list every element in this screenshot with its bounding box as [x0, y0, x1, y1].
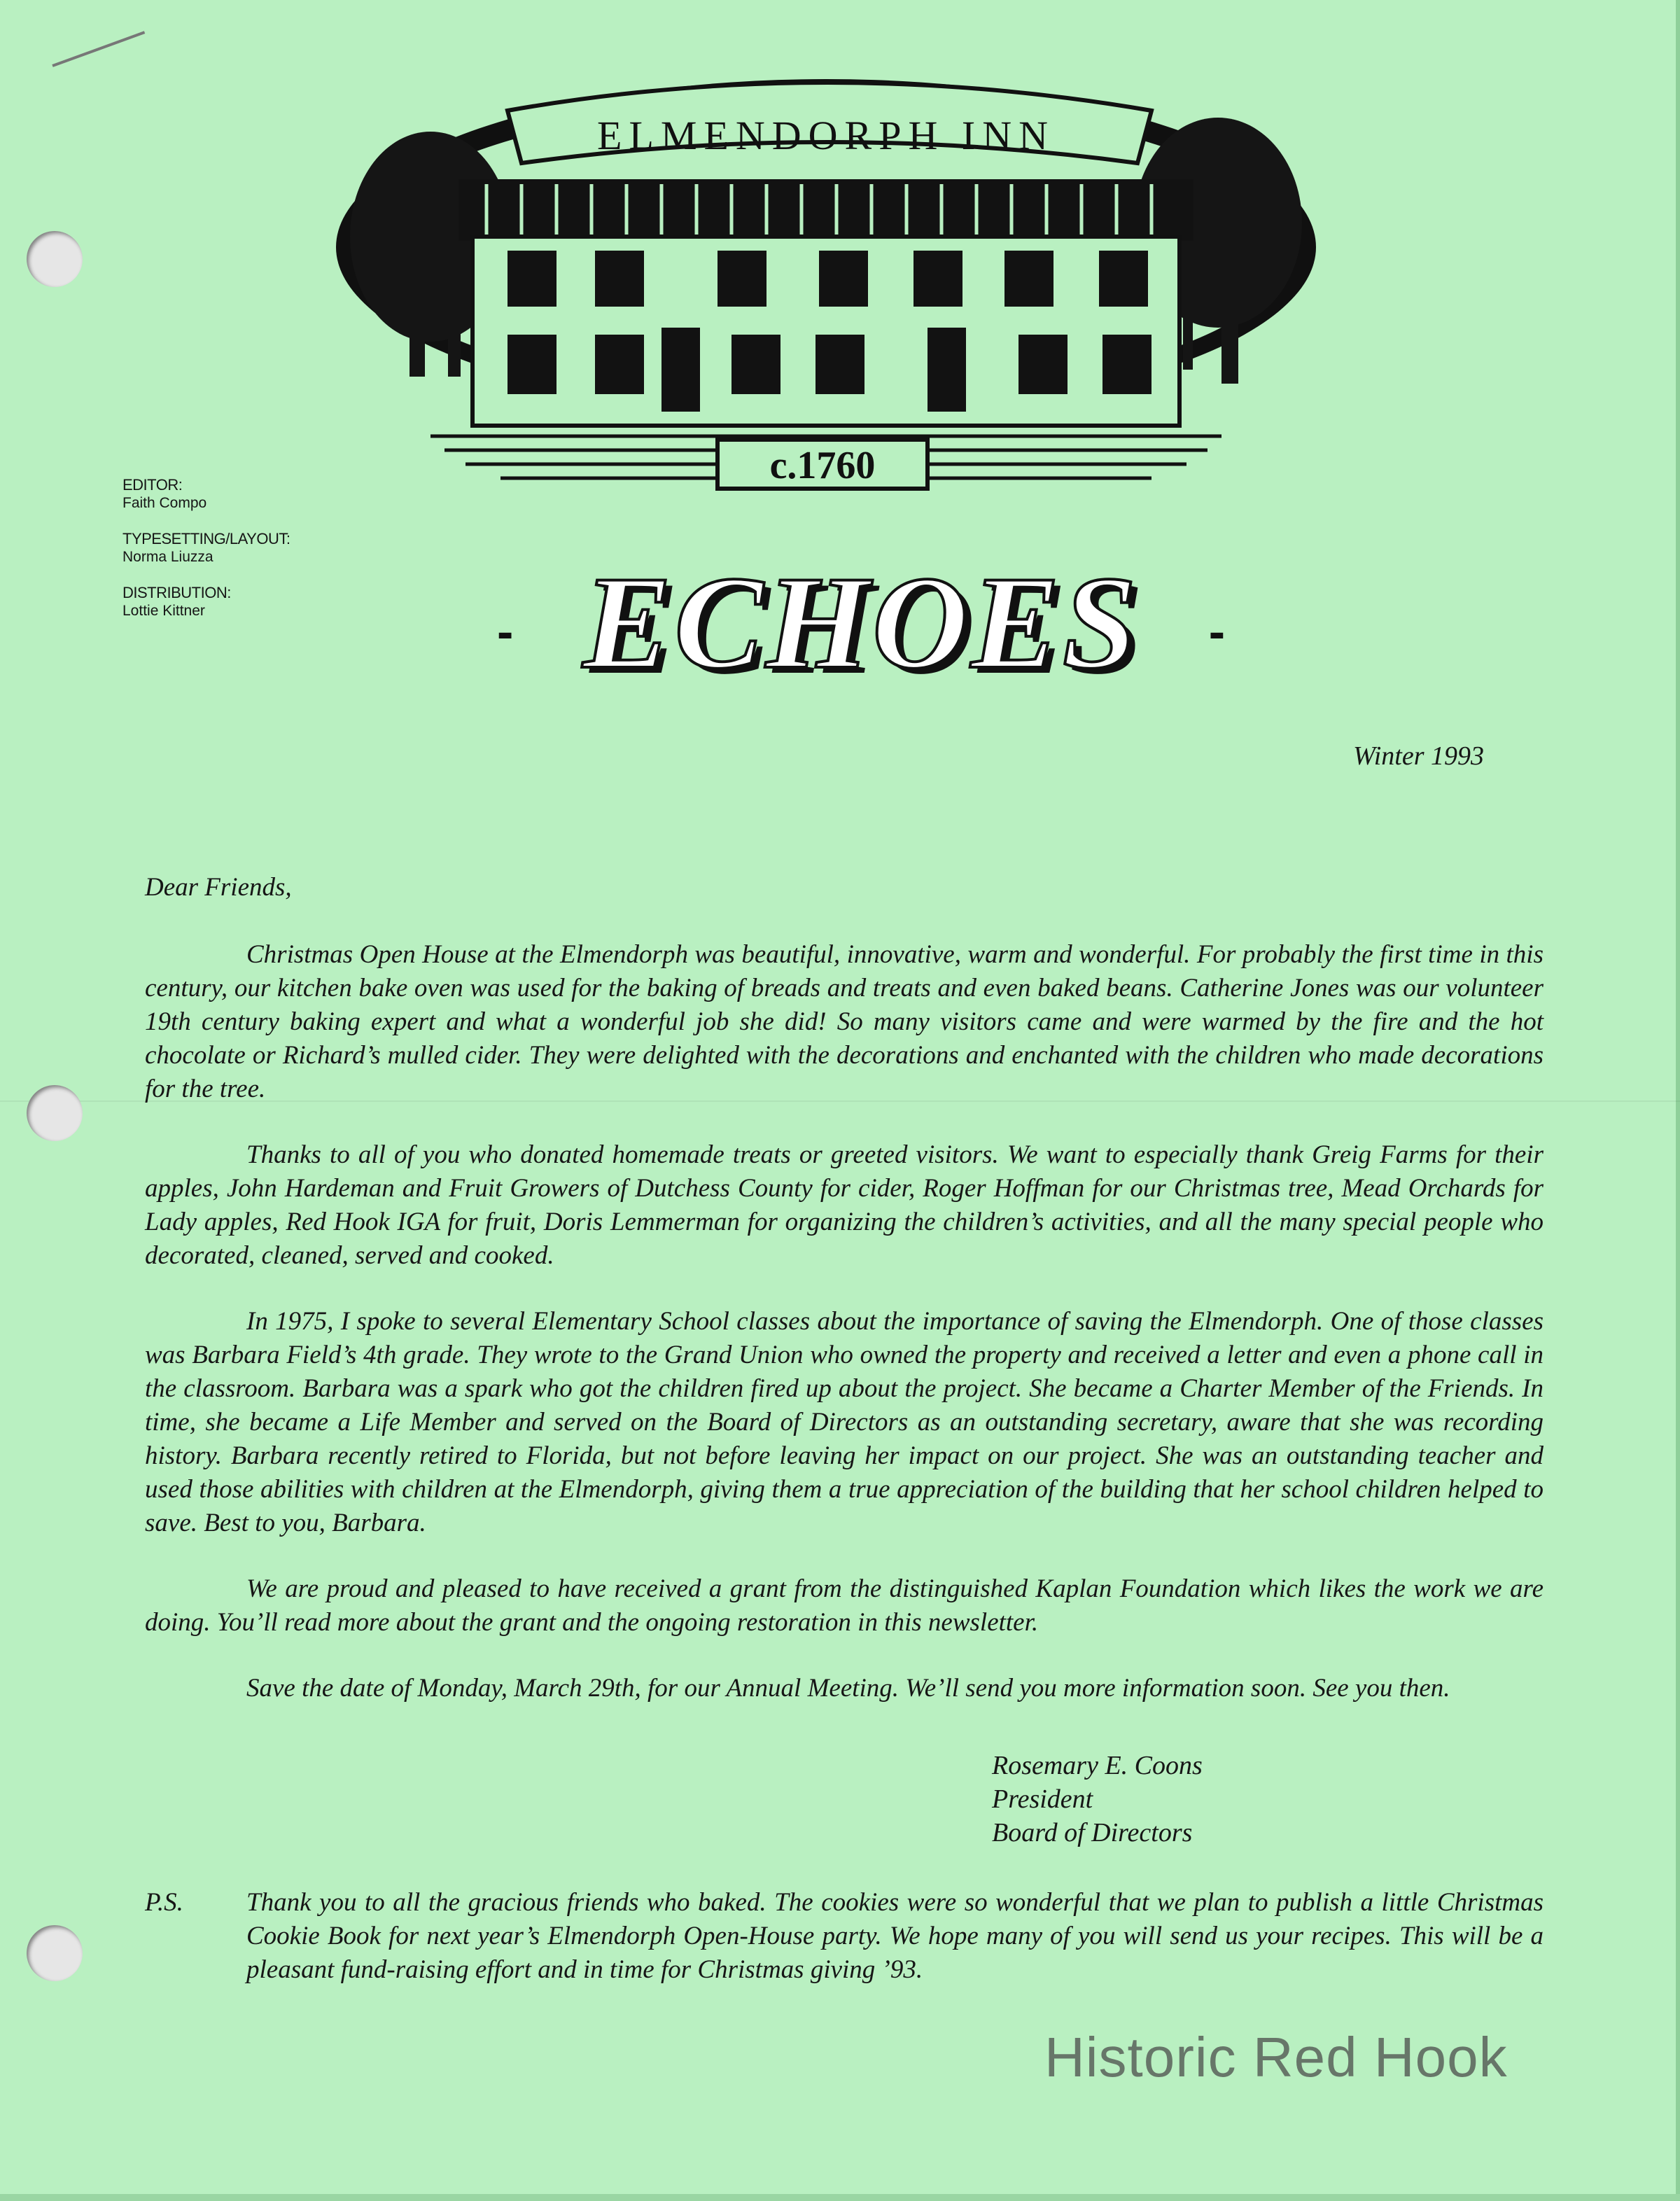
- logo-date: c.1760: [769, 444, 876, 487]
- salutation: Dear Friends,: [145, 873, 292, 902]
- paragraph-annual-meeting: Save the date of Monday, March 29th, for our Annual Meeting. We’ll send you more information soon. See you then.: [246, 1674, 1450, 1703]
- inn-illustration: [326, 62, 1326, 517]
- credit-label: EDITOR:: [122, 476, 183, 494]
- windows-lower: [507, 335, 1152, 394]
- postscript-text: Thank you to all the gracious friends who baked. The cookies were so wonderful that we plan to publish a little Christmas Cookie Book for next year’s Elmendorph Open-House party. We hope many of you will send us your recipes. This will be a pleasant fund-raising effort and in time for Christmas giving ’93.: [246, 1888, 1544, 1984]
- paragraph-kaplan-grant: We are proud and pleased to have received a grant from the distinguished Kaplan Foundation which likes the work we are doing. You’ll read more about the grant and the ongoing restoration in this newsletter.: [145, 1574, 1544, 1637]
- punch-hole-middle: [27, 1085, 83, 1141]
- credit-name: Faith Compo: [122, 495, 207, 511]
- letter-body: [145, 871, 1544, 1987]
- credit-distribution: [122, 584, 290, 620]
- credit-label: TYPESETTING/LAYOUT:: [122, 530, 290, 547]
- credit-name: Norma Liuzza: [122, 549, 214, 565]
- windows-upper: [507, 251, 1148, 307]
- signer-name: Rosemary E. Coons: [992, 1751, 1203, 1780]
- postscript-label: P.S.: [145, 1888, 183, 1917]
- newsletter-title: ECHOES: [582, 550, 1140, 697]
- staple-mark: [52, 31, 145, 67]
- punch-hole-top: [27, 231, 83, 287]
- issue-date: Winter 1993: [1353, 741, 1484, 771]
- signer-title: President: [992, 1784, 1093, 1814]
- watermark: Historic Red Hook: [1044, 2026, 1508, 2088]
- signature-block: [992, 1749, 1544, 1850]
- paragraph-thanks: Thanks to all of you who donated homemade treats or greeted visitors. We want to especially thank Greig Farms for their apples, John Hardeman and Fruit Growers of Dutchess County for cider, Roger Hoffman for our Christmas tree, Mead Orchards for Lady apples, Red Hook IGA for fruit, Doris Lemmerman for organizing the children’s activities, and all the many special people who decorated, cleaned, served and cooked.: [145, 1140, 1544, 1270]
- paragraph-barbara-field: In 1975, I spoke to several Elementary School classes about the importance of saving the Elmendorph. One of those classes was Barbara Field’s 4th grade. They wrote to the Grand Union who owned the property and received a letter and even a phone call in the classroom. Barbara was a spark who got the children fired up about the project. She became a Charter Member of the Friends. In time, she became a Life Member and served on the Board of Directors as an outstanding secretary, aware that she was recording history. Barbara recently retired to Florida, but not before leaving her impact on our project. She was an outstanding teacher and used those abilities with children at the Elmendorph, giving them a true appreciation of the building that her school children helped to save. Best to you, Barbara.: [145, 1307, 1544, 1537]
- credit-label: DISTRIBUTION:: [122, 584, 231, 601]
- inn-logo: [326, 62, 1326, 517]
- postscript: [145, 1886, 1544, 1987]
- page-bottom-edge: [0, 2194, 1680, 2201]
- punch-hole-bottom: [27, 1925, 83, 1981]
- ornament-right: -: [1208, 604, 1225, 659]
- masthead: [490, 550, 1232, 697]
- credit-editor: [122, 476, 290, 512]
- credit-name: Lottie Kittner: [122, 603, 205, 619]
- ornament-left: -: [497, 604, 514, 659]
- signer-organization: Board of Directors: [992, 1818, 1193, 1847]
- staff-credits: [122, 476, 290, 638]
- credit-typesetting: [122, 530, 290, 566]
- paragraph-open-house: Christmas Open House at the Elmendorph was beautiful, innovative, warm and wonderful. For probably the first time in this century, our kitchen bake oven was used for the baking of breads and treats and even baked beans. Catherine Jones was our volunteer 19th century baking expert and what a wonderful job she did! So many visitors came and were warmed by the fire and the hot chocolate or Richard’s mulled cider. They were delighted with the decorations and enchanted with the children who made decorations for the tree.: [145, 940, 1544, 1103]
- banner-text: ELMENDORPH INN: [597, 113, 1055, 158]
